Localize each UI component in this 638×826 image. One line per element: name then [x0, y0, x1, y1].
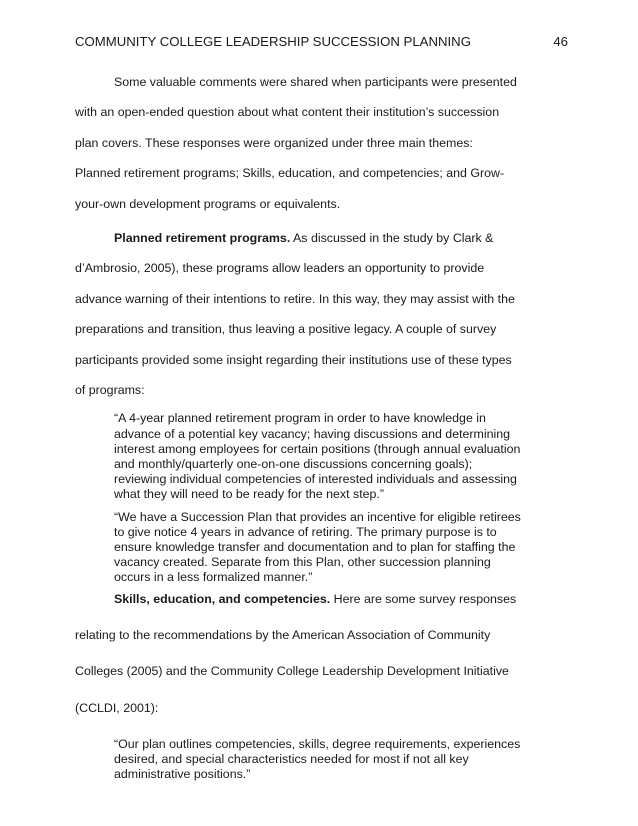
- quote-line: administrative positions.”: [114, 767, 251, 782]
- header-title: COMMUNITY COLLEGE LEADERSHIP SUCCESSION PLANNING: [75, 34, 471, 49]
- section1-first-line: [75, 223, 569, 253]
- quote-line: to give notice 4 years in advance of retiring. The primary purpose is to: [114, 525, 497, 540]
- section1-line: of programs:: [75, 383, 145, 398]
- section1-line: preparations and transition, thus leaving a positive legacy. A couple of survey: [75, 322, 497, 337]
- quote-line: advance of a potential key vacancy; having discussions and determining: [114, 426, 511, 441]
- block-quote: [114, 510, 569, 585]
- quote-line: vacancy created. Separate from this Plan, other succession planning: [114, 555, 491, 570]
- intro-line: your-own development programs or equivalents.: [75, 196, 341, 211]
- quote-line: ensure knowledge transfer and documentation and to plan for staffing the: [114, 540, 516, 555]
- quote-line: occurs in a less formalized manner.”: [114, 570, 313, 585]
- quote-line: interest among employees for certain positions (through annual evaluation: [114, 441, 521, 456]
- section1-line: d’Ambrosio, 2005), these programs allow leaders an opportunity to provide: [75, 261, 485, 276]
- body-text: [75, 67, 569, 782]
- intro-line: with an open-ended question about what content their institution’s succession: [75, 105, 500, 120]
- quote-line: “We have a Succession Plan that provides an incentive for eligible retirees: [114, 510, 521, 525]
- intro-line: plan covers. These responses were organized under three main themes:: [75, 135, 473, 150]
- section2-first-line: [75, 584, 569, 614]
- section2-line: (CCLDI, 2001):: [75, 700, 159, 715]
- quote-line: “A 4-year planned retirement program in order to have knowledge in: [114, 411, 486, 426]
- section1-line: participants provided some insight regarding their institutions use of these types: [75, 352, 512, 367]
- page-number: 46: [553, 34, 568, 49]
- running-header: [75, 34, 568, 54]
- quote-line: desired, and special characteristics needed for most if not all key: [114, 752, 469, 767]
- section2-heading: Skills, education, and competencies.: [114, 591, 331, 606]
- section2-first-line-rest: Here are some survey responses: [330, 591, 517, 606]
- quote-line: and monthly/quarterly one-on-one discussions concerning goals);: [114, 456, 473, 471]
- quote-line: “Our plan outlines competencies, skills, degree requirements, experiences: [114, 737, 521, 752]
- intro-line: Some valuable comments were shared when participants were presented: [114, 75, 517, 89]
- section1-first-line-rest: As discussed in the study by Clark &: [290, 231, 494, 246]
- section2-line: relating to the recommendations by the American Association of Community: [75, 627, 491, 642]
- intro-line: Planned retirement programs; Skills, education, and competencies; and Grow-: [75, 166, 505, 181]
- section1-heading: Planned retirement programs.: [114, 231, 291, 246]
- section2-line: Colleges (2005) and the Community College Leadership Development Initiative: [75, 664, 509, 679]
- quote-line: what they will need to be ready for the next step.”: [114, 486, 384, 501]
- section1-line: advance warning of their intentions to retire. In this way, they may assist with the: [75, 291, 515, 306]
- block-quote: [114, 411, 569, 502]
- block-quote: [114, 737, 569, 782]
- quote-line: reviewing individual competencies of interested individuals and assessing: [114, 471, 517, 486]
